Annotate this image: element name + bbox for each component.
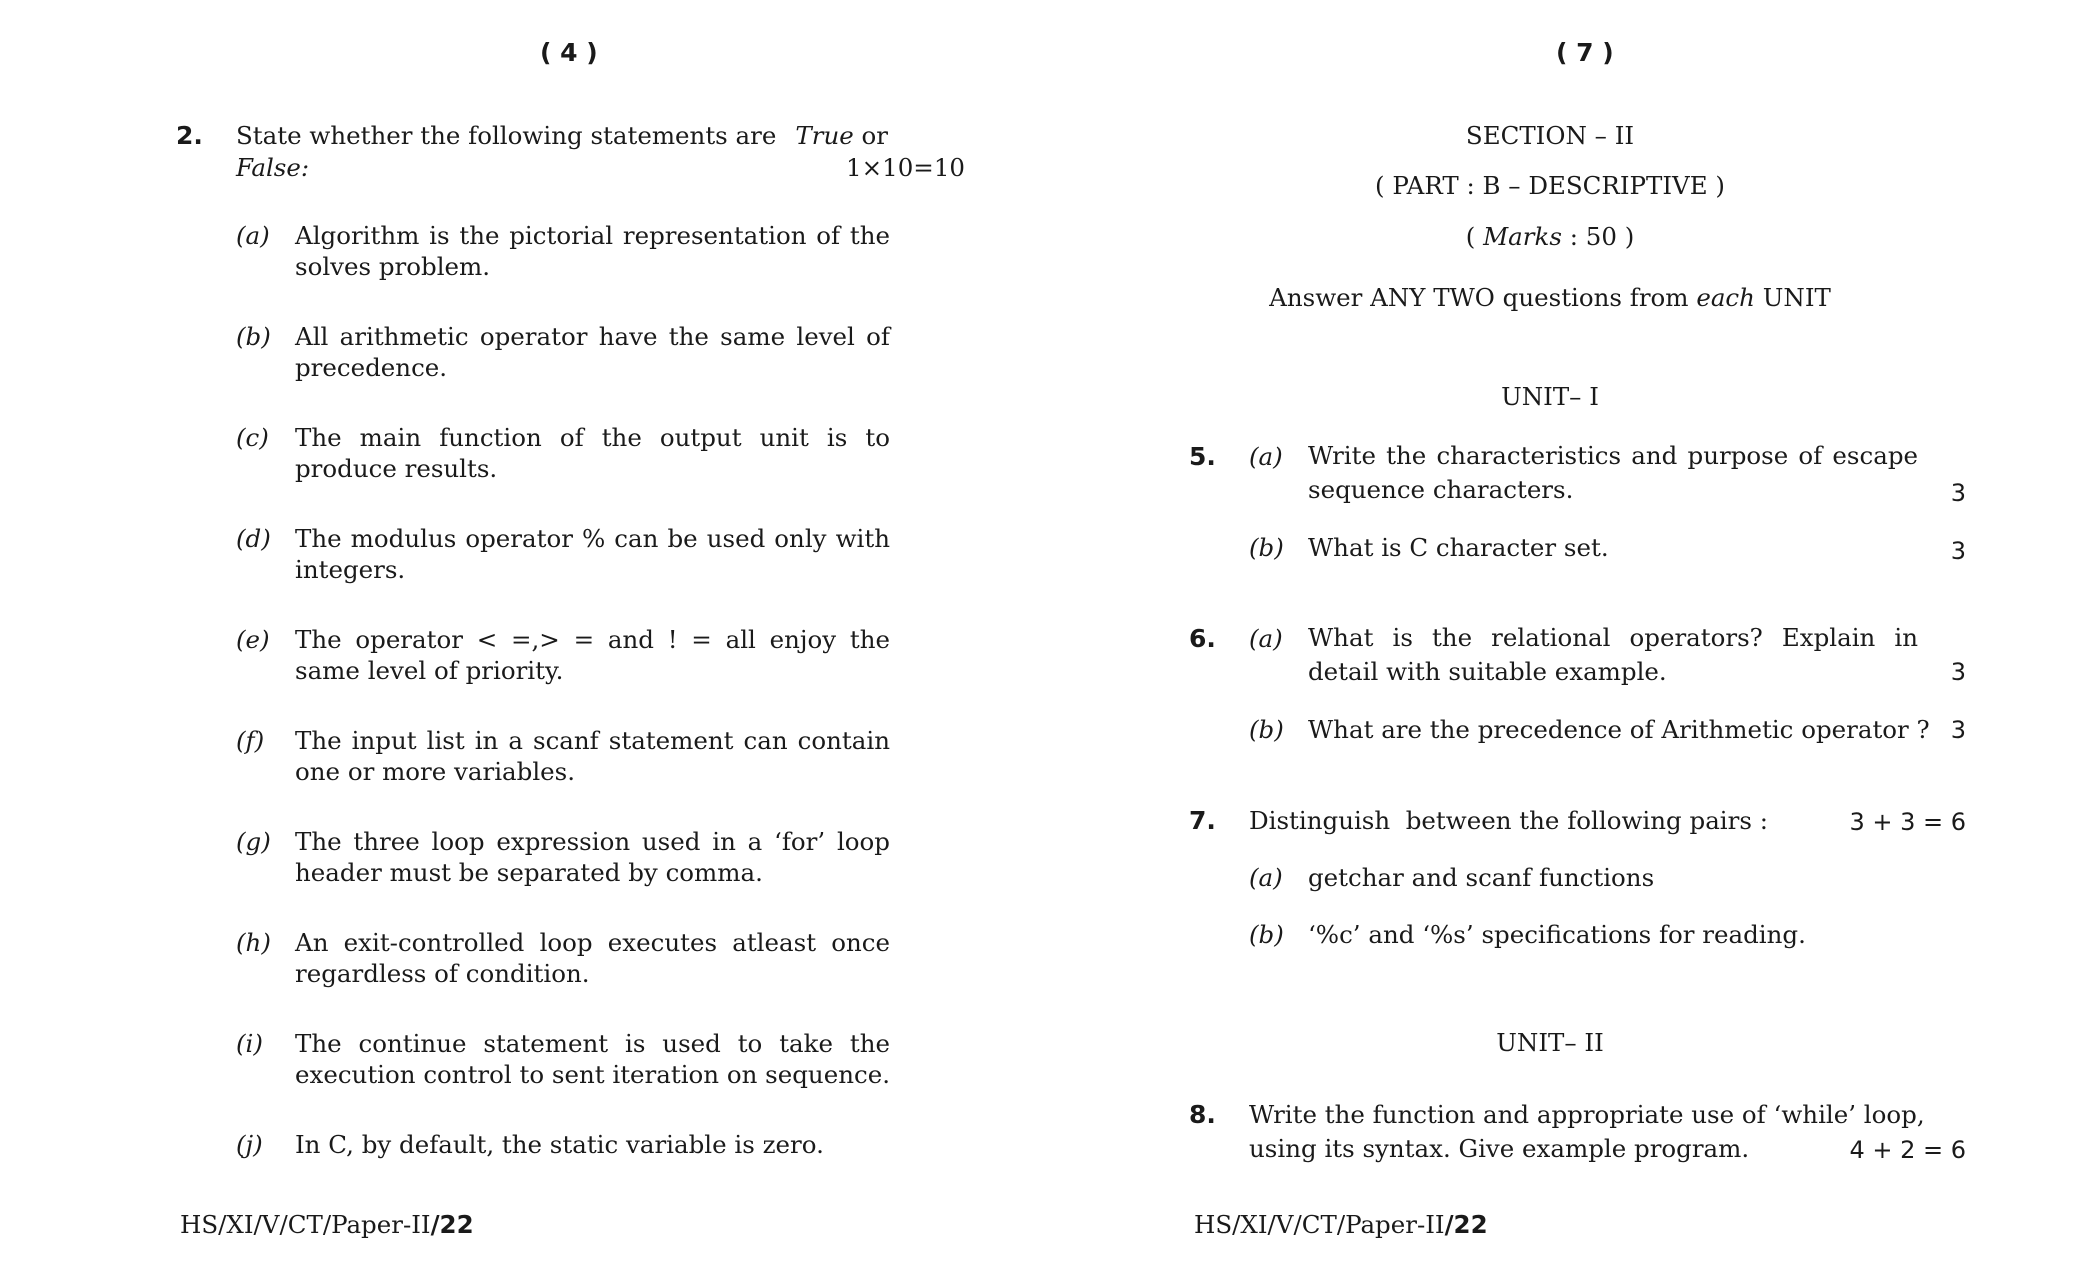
item-label: (d) bbox=[236, 524, 271, 553]
question-2-number: 2. bbox=[176, 121, 203, 150]
marks-open: ( bbox=[1465, 222, 1476, 251]
item-text: The main function of the output unit is to produce results. bbox=[295, 423, 890, 483]
item-text: What is the relational operators? Explain in detail with suitable example. bbox=[1308, 623, 1918, 686]
item-text: What is C character set. bbox=[1308, 533, 1609, 562]
item-label: (e) bbox=[236, 625, 270, 654]
part-heading: ( PART : B – DESCRIPTIVE ) bbox=[1375, 171, 1725, 200]
question-2-line1 bbox=[236, 120, 888, 152]
question-7-marks: 3 + 3 = 6 bbox=[1849, 808, 1966, 836]
question-7-number: 7. bbox=[1189, 806, 1216, 835]
item-label: (a) bbox=[236, 221, 270, 250]
item-text: What are the precedence of Arithmetic operator ? bbox=[1308, 715, 1930, 744]
footer-suffix: /22 bbox=[430, 1210, 474, 1239]
item-label: (g) bbox=[236, 827, 271, 856]
question-8-line1: Write the function and appropriate use of ‘while’ loop, bbox=[1249, 1100, 1925, 1129]
item-label: (b) bbox=[236, 322, 271, 351]
item-label: (h) bbox=[236, 928, 271, 957]
page-number-right: ( 7 ) bbox=[1556, 38, 1614, 67]
item-text: ‘%c’ and ‘%s’ specifications for reading. bbox=[1308, 920, 1806, 949]
item-label: (b) bbox=[1249, 920, 1284, 949]
item-text: In C, by default, the static variable is zero. bbox=[295, 1130, 824, 1159]
item-text: The three loop expression used in a ‘for’ loop header must be separated by comma. bbox=[295, 827, 890, 887]
false-word: False: bbox=[236, 153, 310, 182]
item-text: An exit-controlled loop executes atleast once regardless of condition. bbox=[295, 928, 890, 988]
section-heading: SECTION – II bbox=[1465, 121, 1635, 150]
unit-1-heading: UNIT– I bbox=[1501, 382, 1599, 411]
question-8-marks: 4 + 2 = 6 bbox=[1849, 1136, 1966, 1164]
footer-code: HS/XI/V/CT/Paper-II bbox=[1194, 1210, 1445, 1239]
question-2-marks: 1×10=10 bbox=[846, 153, 965, 182]
item-label: (a) bbox=[1249, 624, 1283, 653]
marks-word: Marks bbox=[1483, 222, 1562, 251]
question-8-number: 8. bbox=[1189, 1100, 1216, 1129]
instruction-each: each bbox=[1696, 283, 1755, 312]
marks-rest: : 50 ) bbox=[1569, 222, 1635, 251]
item-label: (j) bbox=[236, 1130, 263, 1159]
footer-right bbox=[1194, 1210, 1488, 1239]
item-label: (f) bbox=[236, 726, 265, 755]
item-text: getchar and scanf functions bbox=[1308, 863, 1655, 892]
footer-suffix: /22 bbox=[1444, 1210, 1488, 1239]
question-2-text: State whether the following statements are bbox=[236, 121, 777, 150]
instruction-unit: UNIT bbox=[1762, 283, 1831, 312]
question-6b-marks: 3 bbox=[1950, 716, 1966, 744]
question-5a-marks: 3 bbox=[1950, 479, 1966, 507]
item-label: (i) bbox=[236, 1029, 263, 1058]
question-5-number: 5. bbox=[1189, 442, 1216, 471]
or-word: or bbox=[861, 121, 888, 150]
item-text: Algorithm is the pictorial representation of the solves problem. bbox=[295, 221, 890, 281]
item-text: The operator < =,> = and ! = all enjoy the same level of priority. bbox=[295, 625, 890, 685]
question-8-line2: using its syntax. Give example program. bbox=[1249, 1134, 1750, 1163]
page-number-left: ( 4 ) bbox=[540, 38, 598, 67]
item-text: The input list in a scanf statement can contain one or more variables. bbox=[295, 726, 890, 786]
item-label: (c) bbox=[236, 423, 269, 452]
footer-code: HS/XI/V/CT/Paper-II bbox=[180, 1210, 431, 1239]
item-text: The modulus operator % can be used only with integers. bbox=[295, 524, 890, 584]
item-label: (a) bbox=[1249, 863, 1283, 892]
instruction bbox=[1250, 282, 1850, 314]
question-5b-marks: 3 bbox=[1950, 537, 1966, 565]
instruction-text: Answer ANY TWO questions from bbox=[1269, 283, 1689, 312]
marks-heading bbox=[1350, 221, 1750, 253]
footer-left bbox=[180, 1210, 474, 1239]
question-7-text: Distinguish between the following pairs : bbox=[1249, 806, 1768, 835]
true-word: True bbox=[795, 121, 854, 150]
item-label: (a) bbox=[1249, 442, 1283, 471]
item-label: (b) bbox=[1249, 533, 1284, 562]
item-text: The continue statement is used to take the execution control to sent iteration on sequence. bbox=[295, 1029, 890, 1089]
question-6-number: 6. bbox=[1189, 624, 1216, 653]
item-text: Write the characteristics and purpose of escape sequence characters. bbox=[1308, 441, 1918, 504]
question-6a-marks: 3 bbox=[1950, 658, 1966, 686]
item-text: All arithmetic operator have the same level of precedence. bbox=[295, 322, 890, 382]
item-label: (b) bbox=[1249, 715, 1284, 744]
unit-2-heading: UNIT– II bbox=[1496, 1028, 1604, 1057]
